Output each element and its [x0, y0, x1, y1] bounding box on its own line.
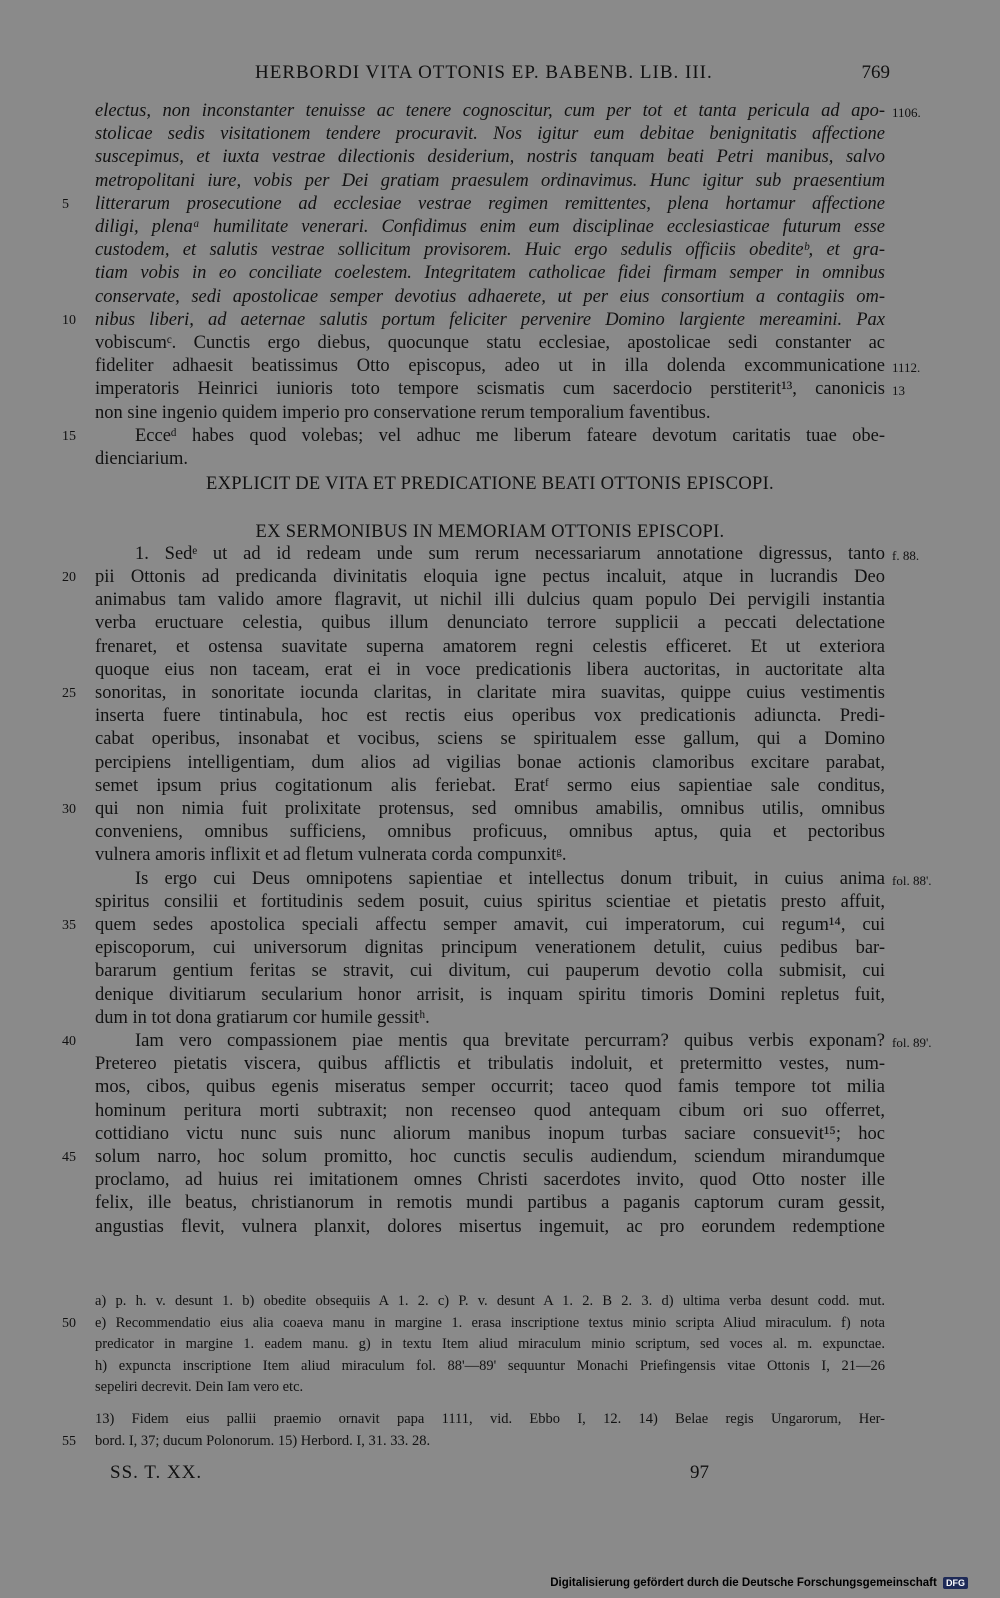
line-text: conveniens, omnibus sufficiens, omnibus proficuus, omnibus aptus, quia et pectoribus [95, 822, 885, 843]
line-number: 20 [62, 570, 76, 585]
text-line [95, 170, 885, 193]
line-text: hominum peritura morti subtraxit; non recenseo quod antequam cibum ori suo offerret, [95, 1100, 885, 1121]
text-line [95, 355, 921, 378]
margin-note: fol. 89'. [892, 1035, 932, 1050]
line-text: qui non nimia fuit prolixitate protensus, sed omnibus amabilis, omnibus utilis, omnibus [95, 799, 885, 819]
line-number: 15 [62, 428, 76, 444]
line-number: 30 [62, 802, 76, 817]
text-line [95, 891, 885, 914]
running-title: HERBORDI VITA OTTONIS EP. BABENB. LIB. III. [255, 62, 713, 83]
line-text: denique divitiarum secularium honor arrisit, is inquam spiritu timoris Domini repletus fuit, [95, 984, 885, 1005]
text-line [62, 682, 885, 705]
text-line [95, 868, 932, 891]
line-text: imperatoris Heinrici iunioris toto tempore scismatis cum sacerdocio perstiterit¹³, canonicis [95, 379, 885, 400]
line-text: a) p. h. v. desunt 1. b) obedite obsequiis A 1. 2. c) P. v. desunt A 1. 2. B 2. 3. d) ultima verba desunt codd. mut. [95, 1293, 885, 1309]
line-text: sepeliri decrevit. Dein Iam vero etc. [95, 1379, 304, 1395]
text-line [95, 448, 885, 471]
text-line [62, 1432, 885, 1451]
line-text: predicator in margine 1. eadem manu. g) in textu Item aliud miraculum minio scriptum, sed voces al. m. expunctae. [95, 1336, 885, 1352]
text-line [95, 636, 885, 659]
text-line [95, 1100, 885, 1123]
text-line [62, 309, 885, 332]
line-text: sonoritas, in sonoritate iocunda claritas, in claritate mira suavitas, quippe cuius vestimentis [95, 683, 885, 703]
text-line [95, 1292, 885, 1311]
text-line [95, 1192, 885, 1215]
line-number: 10 [62, 312, 76, 328]
line-text: animabus tam valido amore flagravit, ut nichil illi dulcius quam populo Dei pervigili instantia [95, 590, 885, 611]
text-line [95, 239, 885, 262]
margin-note: 13 [892, 383, 905, 399]
page-number: 769 [861, 62, 890, 83]
text-line [62, 1314, 885, 1333]
line-text: angustias flevit, vulnera planxit, dolores misertus ingemuit, ac pro eorundem redemptione [95, 1216, 885, 1237]
line-text: proclamo, ad huius rei imitationem omnes Christi sacerdotes invito, quod Otto noster ille [95, 1170, 885, 1191]
line-text: quoque eius non taceam, erat ei in voce predicationis libera auctoritas, in auctoritate alta [95, 659, 885, 680]
text-line [95, 589, 885, 612]
text-line [95, 262, 885, 285]
line-text: mos, cibos, quibus egenis miseratus semper occurrit; taceo quod famis tempore tot milia [95, 1077, 885, 1098]
section-heading [95, 473, 885, 496]
line-number: 5 [62, 196, 69, 212]
text-line [95, 1335, 885, 1354]
text-line [95, 1169, 885, 1192]
line-text: 13) Fidem eius pallii praemio ornavit papa 1111, vid. Ebbo I, 12. 14) Belae regis Ungarorum, Her- [95, 1411, 885, 1427]
text-line [95, 752, 885, 775]
text-line [95, 1053, 885, 1076]
line-text: vobiscumᶜ. Cunctis ergo diebus, quocunque statu ecclesiae, apostolicae sedi constanter ac [95, 333, 885, 353]
line-text: Iam vero compassionem piae mentis qua brevitate percurram? quibus verbis exponam? [135, 1031, 885, 1051]
sheet-number: 97 [690, 1462, 709, 1483]
line-text: suscepimus, et iuxta vestrae dilectionis desiderium, nostris tanquam beati Petri manibus, salvo [95, 147, 885, 168]
line-text: conservate, sedi apostolicae semper devotius adhaerete, ut per eius consortium a contagiis om- [95, 286, 885, 307]
line-number: 40 [62, 1034, 76, 1049]
line-text: episcoporum, cui universorum dignitas principum venerationem detulit, cuius pedibus bar- [95, 938, 885, 959]
line-text: h) expuncta inscriptione Item aliud miraculum fol. 88'—89' sequuntur Monachi Priefingensis vitae Ottonis I, 21—26 [95, 1357, 885, 1374]
dfg-logo: DFG [943, 1577, 968, 1589]
line-text: spiritus consilii et fortitudinis sedem posuit, cuius spiritus scientiae et pietatis presto affuit, [95, 891, 885, 912]
text-line [62, 425, 885, 448]
line-number: 50 [62, 1315, 76, 1331]
text-line [95, 146, 885, 169]
text-line [95, 286, 885, 309]
line-text: bararum gentium feritas se stravit, cui divitum, cui pauperum devotio colla submisit, cui [95, 961, 885, 982]
line-text: stolicae sedis visitationem tendere procuravit. Nos igitur eum debitae benignitatis affectione [95, 124, 885, 145]
line-text: e) Recommendatio eius alia coaeva manu in margine 1. erasa inscriptione textus minio scripta Aliud miraculum. f) nota [95, 1314, 885, 1331]
credit-text: Digitalisierung gefördert durch die Deutsche Forschungsgemeinschaft [550, 1577, 937, 1590]
line-text: EX SERMONIBUS IN MEMORIAM OTTONIS EPISCOPI. [255, 521, 725, 542]
text-line [95, 543, 920, 566]
line-text: felix, ille beatus, christianorum in remotis mundi partibus a paganis captorum curam gessit, [95, 1193, 885, 1214]
line-text: nibus liberi, ad aeternae salutis portum feliciter pervenire Domino largiente mereamini. Pax [95, 309, 885, 330]
text-line [62, 914, 885, 937]
line-text: 1. Sedᵉ ut ad id redeam unde sum rerum necessariarum annotatione digressus, tanto [135, 543, 885, 564]
margin-note: fol. 88'. [892, 872, 932, 888]
text-line [95, 984, 885, 1007]
line-text: frenaret, et ostensa suavitate superna amatorem regni celestis efficeret. Et ut exteriora [95, 636, 885, 657]
line-text: diligi, plenaᵃ humilitate venerari. Confidimus enim eum disciplinae ecclesiasticae futurum esse [95, 217, 885, 237]
text-line [95, 659, 885, 682]
line-text: percipiens intelligentiam, dum alios ad vigilias bonae actionis clamoribus excitare parabat, [95, 752, 885, 773]
line-text: Ecceᵈ habes quod volebas; vel adhuc me liberum fateare devotum caritatis tuae obe- [135, 425, 885, 446]
margin-note: f. 88. [892, 547, 920, 563]
text-line [95, 1076, 885, 1099]
text-line [95, 402, 885, 425]
line-text: cabat operibus, insonabat et vocibus, sciens se spiritualem esse gallum, qui a Domino [95, 729, 885, 750]
line-text: inserta fuere tintinabula, hoc est rectis eius operibus vox predicationis adiuncta. Predi- [95, 706, 885, 727]
line-number: 35 [62, 918, 76, 933]
text-line [62, 798, 885, 821]
line-text: dum in tot dona gratiarum cor humile gessitʰ. [95, 1007, 430, 1028]
line-text: cottidiano victu nunc suis nunc aliorum manibus inopum turbas saciare consuevit¹⁵; hoc [95, 1123, 885, 1144]
line-text: bord. I, 37; ducum Polonorum. 15) Herbord. I, 31. 33. 28. [95, 1432, 431, 1449]
line-text: electus, non inconstanter tenuisse ac tenere cognoscitur, cum per tot et tanta pericula ad apo- [95, 101, 885, 121]
text-line [95, 332, 885, 355]
text-line [62, 1030, 932, 1053]
line-text: pii Ottonis ad predicanda divinitatis eloquia igne pectus incaluit, atque in lucrandis Deo [95, 567, 885, 587]
text-line [95, 612, 885, 635]
text-line [62, 193, 885, 216]
digitization-credit [550, 1577, 968, 1589]
line-text: Pretereo pietatis viscera, quibus afflictis et tribulatis indoluit, et pretermitto vestes, num- [95, 1054, 885, 1075]
line-text: semet ipsum prius cogitationum alis feriebat. Eratᶠ sermo eius sapientiae sale conditus, [95, 775, 885, 796]
line-text: litterarum prosecutione ad ecclesiae vestrae regimen remittentes, plena hortamur affectione [95, 193, 885, 214]
line-text: custodem, et salutis vestrae sollicitum provisorem. Huic ergo sedulis officiis obediteᵇ, et gra- [95, 240, 885, 261]
text-line [95, 821, 885, 844]
text-line [62, 1146, 885, 1169]
text-line [95, 1216, 885, 1239]
text-line [95, 1123, 885, 1146]
line-text: quem sedes apostolica speciali affectu semper amavit, cui imperatorum, cui regum¹⁴, cui [95, 915, 885, 935]
line-text: tiam vobis in eo conciliate coelestem. Integritatem catholicae fidei firmam semper in omnibus [95, 263, 885, 284]
text-line [95, 1378, 885, 1397]
text-line [62, 566, 885, 589]
running-header [90, 62, 890, 88]
text-line [95, 937, 885, 960]
text-line [95, 123, 885, 146]
section-heading [95, 521, 885, 544]
text-line [95, 216, 885, 239]
margin-note: 1106. [892, 105, 921, 120]
line-text: metropolitani iure, vobis per Dei gratiam praesulem ordinavimus. Hunc igitur sub praesentium [95, 170, 885, 191]
line-number: 55 [62, 1433, 76, 1449]
line-number: 25 [62, 686, 76, 701]
line-text: EXPLICIT DE VITA ET PREDICATIONE BEATI OTTONIS EPISCOPI. [206, 474, 774, 495]
text-line [95, 844, 885, 867]
text-line [95, 1007, 885, 1030]
volume-signature: SS. T. XX. [110, 1462, 203, 1483]
text-line [95, 960, 885, 983]
line-text: vulnera amoris inflixit et ad fletum vulnerata corda compunxitᵍ. [95, 845, 567, 866]
text-line [95, 728, 885, 751]
text-line [95, 1410, 885, 1429]
text-line [95, 705, 885, 728]
text-line [95, 775, 885, 798]
line-text: non sine ingenio quidem imperio pro conservatione rerum temporalium faventibus. [95, 402, 711, 423]
text-line [95, 378, 905, 401]
text-line [95, 100, 921, 123]
line-text: fideliter adhaesit beatissimus Otto episcopus, adeo ut in illa dolenda excommunicatione [95, 356, 885, 377]
text-line [95, 1357, 885, 1376]
line-text: Is ergo cui Deus omnipotens sapientiae et intellectus donum tribuit, in cuius anima [135, 868, 885, 889]
line-text: verba eructuare celestia, quibus illum denunciato terrore supplicii a peccati delectatione [95, 613, 885, 634]
line-text: dienciarium. [95, 449, 188, 469]
margin-note: 1112. [892, 360, 921, 376]
line-number: 45 [62, 1150, 76, 1165]
line-text: solum narro, hoc solum promitto, hoc cunctis seculis audiendum, sciendum mirandumque [95, 1147, 885, 1167]
